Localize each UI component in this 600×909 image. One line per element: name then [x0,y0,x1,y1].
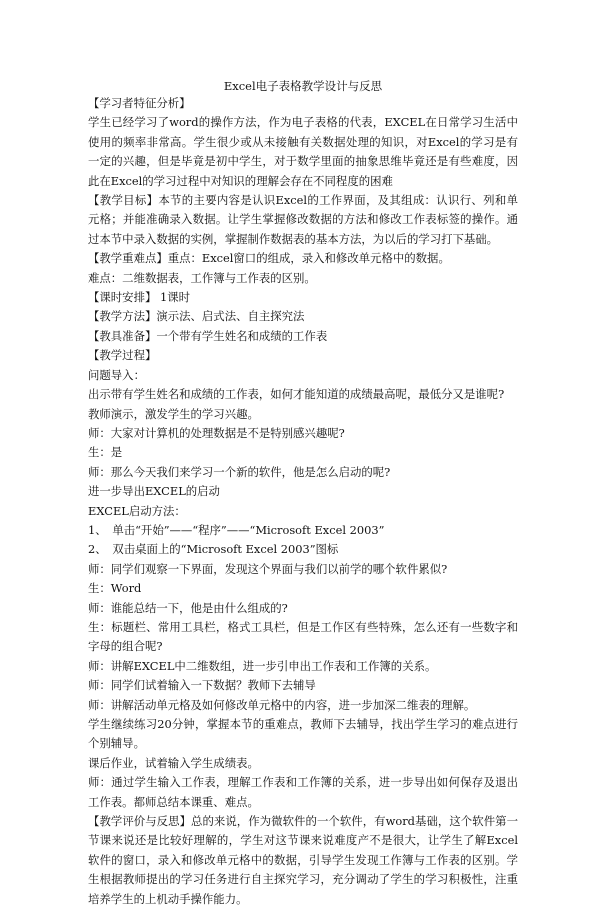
paragraph-teaching-goals: 【教学目标】本节的主要内容是认识Excel的工作界面，及其组成：认识行、列和单元格；并能准确录入数据。让学生掌握修改数据的方法和修改工作表标签的操作。通过本节中录入数据的实例，掌握制作数据表的基本方法，为以后的学习打下基础。 [88,193,518,246]
paragraph-teacher-question-3: 师：同学们观察一下界面，发现这个界面与我们以前学的哪个软件累似? [88,561,448,576]
paragraph-teaching-methods: 【教学方法】演示法、启式法、自主探究法 [88,309,305,324]
paragraph-question-intro: 问题导入： [88,367,145,382]
paragraph-teacher-explain-1: 师：讲解EXCEL中二维数组，进一步引申出工作表和工作簿的关系。 [88,658,437,673]
paragraph-teacher-explain-2: 师：讲解活动单元格及如何修改单元格中的内容，进一步加深二维表的理解。 [88,697,476,712]
paragraph-excel-launch-intro: 进一步导出EXCEL的启动 [88,484,220,499]
paragraph-key-points: 【教学重难点】重点：Excel窗口的组成，录入和修改单元格中的数据。 [88,251,450,266]
document-page [88,78,518,909]
paragraph-excel-launch-methods: EXCEL启动方法： [88,503,186,518]
paragraph-homework: 课后作业，试着输入学生成绩表。 [88,755,259,770]
list-item-launch-method-2: 2、 双击桌面上的“Microsoft Excel 2003”图标 [88,542,339,557]
paragraph-teacher-question-2: 师：那么今天我们来学习一个新的软件，他是怎么启动的呢? [88,464,391,479]
paragraph-student-practice: 学生继续练习20分钟，掌握本节的重难点，教师下去辅导，找出学生学习的难点进行个别辅导。 [88,717,518,751]
paragraph-teacher-question-4: 师：谁能总结一下，他是由什么组成的? [88,600,288,615]
document-title: Excel电子表格教学设计与反思 [223,79,383,93]
section-heading-teaching-process: 【教学过程】 [88,348,157,363]
section-heading-learner-analysis: 【学习者特征分析】 [88,96,191,110]
paragraph-teacher-practice: 师：同学们试着输入一下数据？教师下去辅导 [88,678,316,693]
paragraph-learner-analysis: 学生已经学习了word的操作方法，作为电子表格的代表，EXCEL在日常学习生活中使用的频率非常高。学生很少或从未接触有关数据处理的知识，对Excel的学习是有一定的兴趣，但是毕竟是初中学生，对于数学里面的抽象思维毕竟还是有些难度，因此在Excel的学习过程中对知识的理解会存在不同程度的困难 [88,115,518,188]
paragraph-evaluation-reflection: 【教学评价与反思】总的来说，作为微软件的一个软件，有word基础，这个软件第一节课来说还是比较好理解的，学生对这节课来说难度产不是很大，让学生了解Excel软件的窗口，录入和修改单元格中的数据，引导学生发现工作簿与工作表的区别。学生根据教师提出的学习任务进行自主探究学习，充分调动了学生的学习积极性，注重培养学生的上机动手操作能力。 [88,814,518,906]
paragraph-student-answer-2: 生：Word [88,581,142,596]
paragraph-student-answer-3: 生：标题栏、常用工具栏，格式工具栏，但是工作区有些特殊，怎么还有一些数字和字母的组合呢? [88,619,518,654]
list-item-launch-method-1: 1、 单击“开始”——“程序”——“Microsoft Excel 2003” [88,522,385,537]
paragraph-teaching-aids: 【教具准备】一个带有学生姓名和成绩的工作表 [88,328,328,343]
paragraph-teacher-question-1: 师：大家对计算机的处理数据是不是特别感兴趣呢? [88,425,345,440]
paragraph-teacher-demo: 教师演示，激发学生的学习兴趣。 [88,406,259,421]
paragraph-class-hours: 【课时安排】 1课时 [88,290,190,305]
paragraph-difficulties: 难点：二维数据表，工作簿与工作表的区别。 [88,270,316,285]
paragraph-student-answer-1: 生：是 [88,445,123,460]
paragraph-show-worksheet: 出示带有学生姓名和成绩的工作表，如何才能知道的成绩最高呢，最低分又是谁呢? [88,387,505,402]
paragraph-teacher-summary: 师：通过学生输入工作表，理解工作表和工作簿的关系，进一步导出如何保存及退出工作表。都师总结本课重、难点。 [88,775,518,809]
